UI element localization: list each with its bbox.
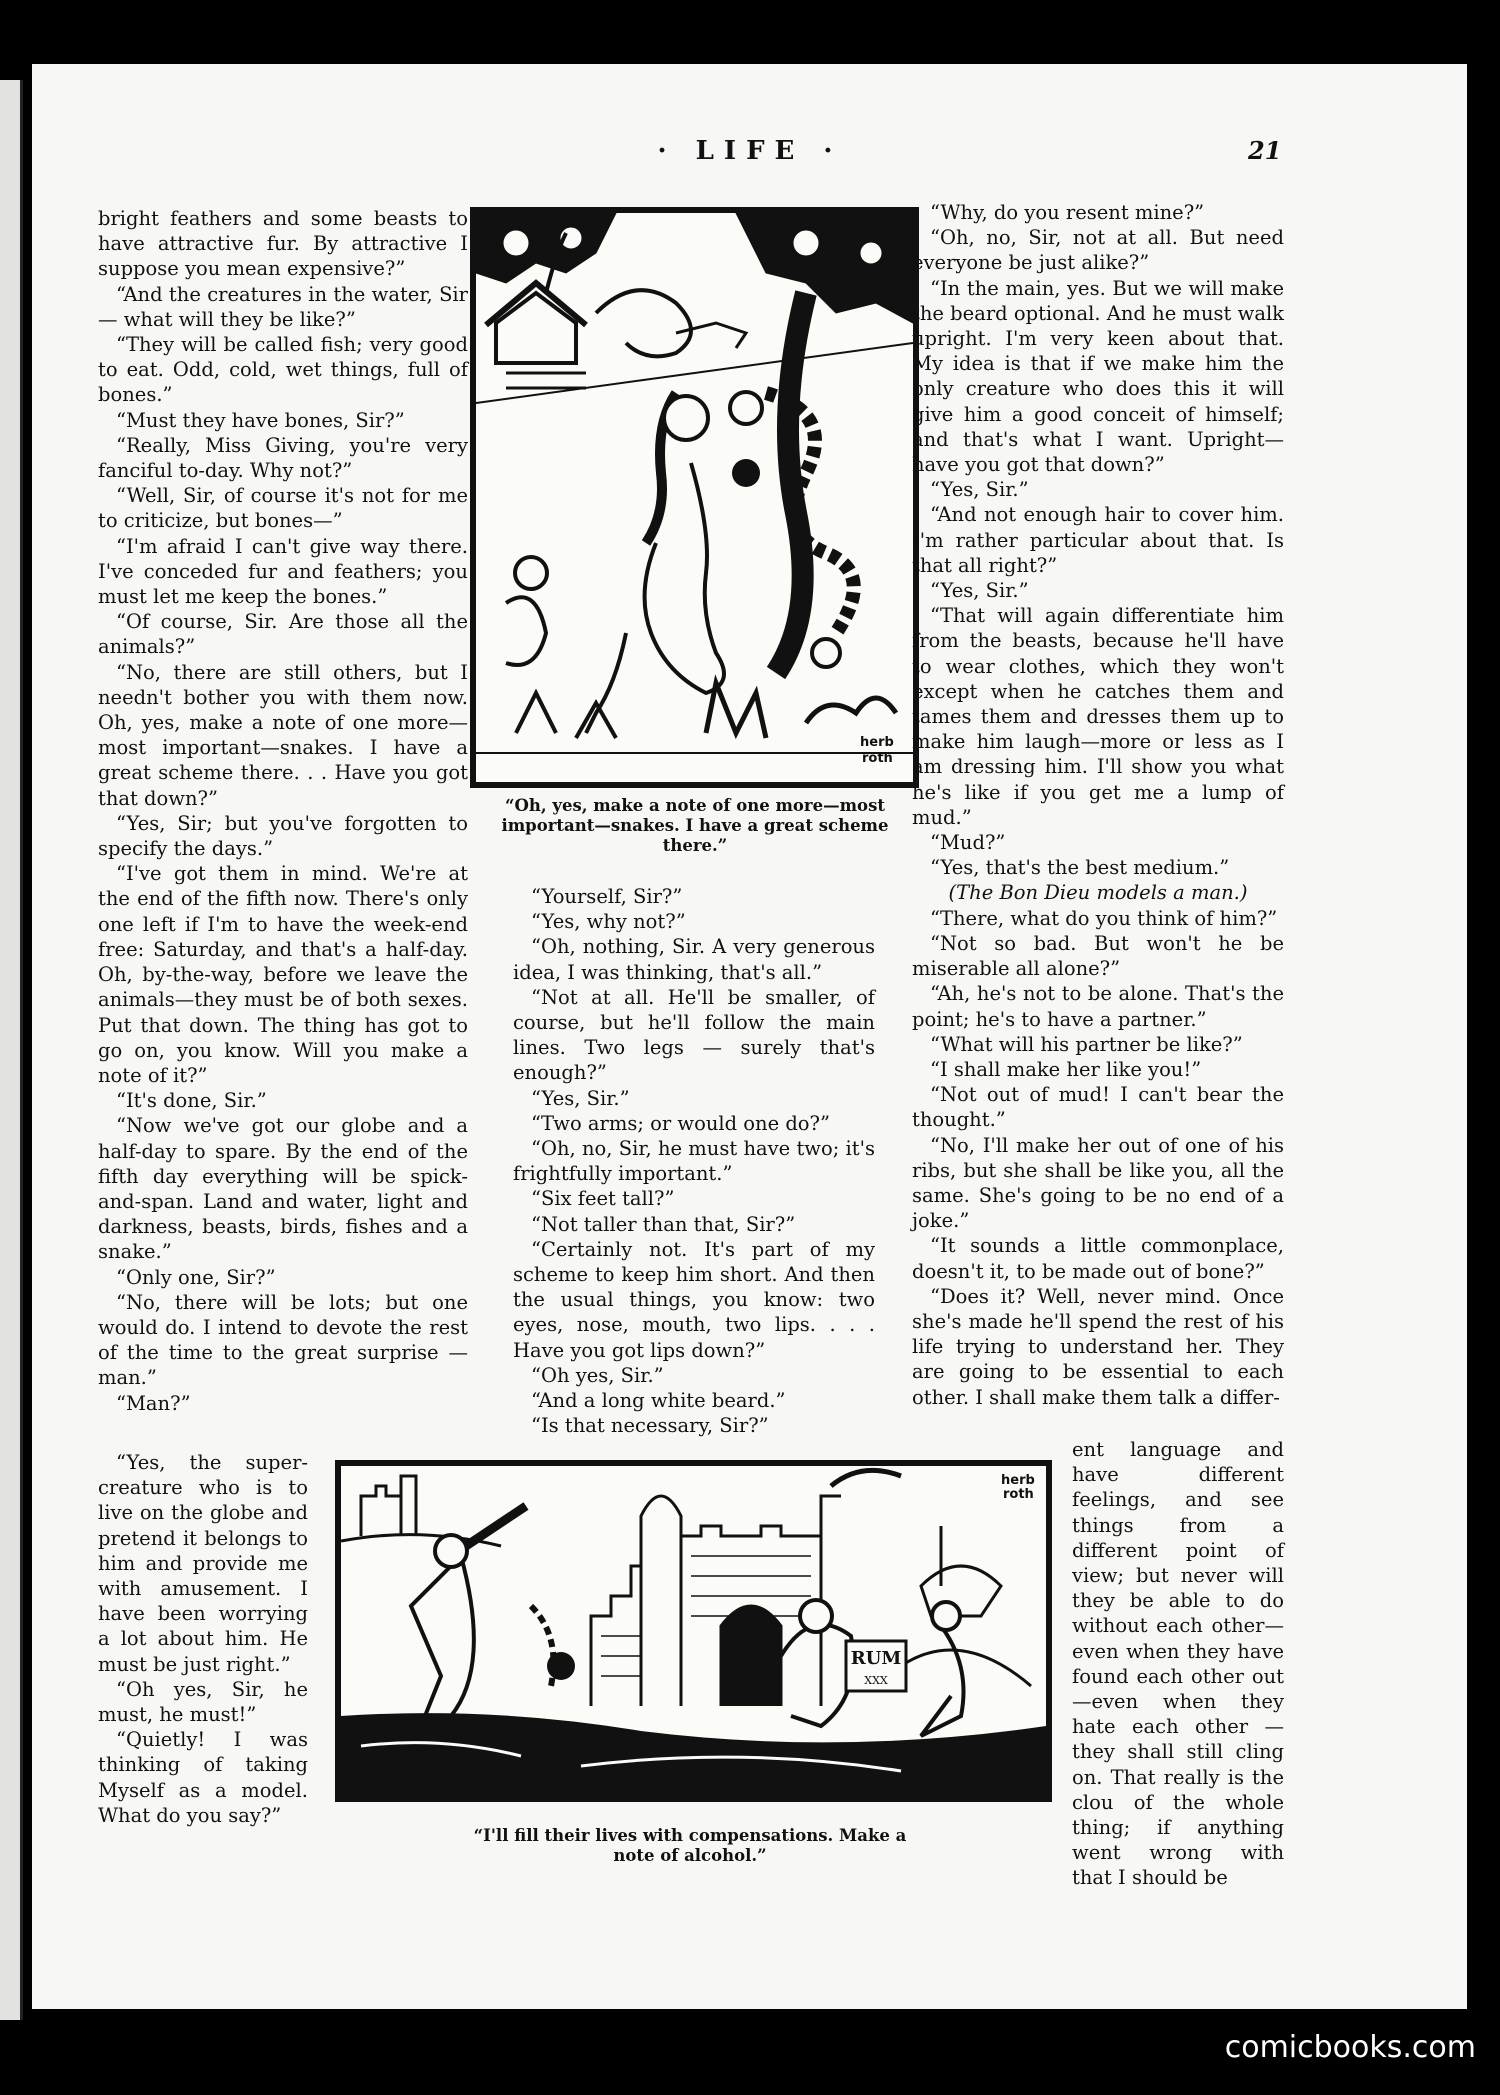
column-1-narrow [98, 1450, 308, 1828]
column-1 [98, 206, 468, 1416]
paragraph: “Is that necessary, Sir?” [531, 1414, 769, 1438]
artist-signature: herb [860, 735, 894, 750]
paragraph: “There, what do you think of him?” [930, 906, 1278, 930]
paragraph: “Really, Miss Giving, you're very fanciful to-day. Why not?” [98, 433, 468, 483]
paragraph: “Quietly! I was thinking of taking Myself as a model. What do you say?” [98, 1728, 308, 1827]
paragraph: “Only one, Sir?” [116, 1265, 276, 1289]
paragraph: bright feathers and some beasts to have attractive fur. By attractive I suppose you mean expensive?” [98, 207, 468, 281]
magazine-title: · LIFE · [657, 136, 843, 166]
paragraph: “Oh, nothing, Sir. A very generous idea, I was thinking, that's all.” [513, 935, 875, 984]
paragraph: “They will be called fish; very good to eat. Odd, cold, wet things, full of bones.” [98, 333, 468, 407]
paragraph: “No, there will be lots; but one would do. I intend to devote the rest of the time to the great surprise —man.” [98, 1290, 468, 1390]
paragraph: “And not enough hair to cover him. I'm rather particular about that. Is that all right?” [912, 503, 1284, 577]
paragraph: “No, I'll make her out of one of his ribs, but she shall be like you, all the same. She's going to be no end of a joke.” [912, 1133, 1284, 1233]
rum-sign-marks: XXX [864, 1674, 888, 1687]
paragraph: “I've got them in mind. We're at the end of the fifth now. There's only one left if I'm to have the week-end free: Saturday, and that's a half-day. Oh, by-the-way, before we leave the animals—they must be of both sexes. Put that down. The thing has got to go on, you know. Will you make a note of it?” [98, 862, 468, 1087]
page-number: 21 [1248, 136, 1282, 165]
artist-signature: roth [1003, 1487, 1034, 1502]
paragraph: “Yourself, Sir?” [531, 885, 683, 908]
paragraph: “Of course, Sir. Are those all the animals?” [98, 610, 468, 659]
paragraph: “Not so bad. But won't he be miserable all alone?” [912, 931, 1284, 981]
artist-signature: herb [1001, 1473, 1035, 1488]
eden-illustration [470, 207, 919, 788]
paragraph: “Certainly not. It's part of my scheme to keep him short. And then the usual things, you know: two eyes, nose, mouth, two lips. . . . Have you got lips down?” [513, 1237, 875, 1362]
paragraph: “Now we've got our globe and a half-day to spare. By the end of the fifth day everything will be spick-and-span. Land and water, light and darkness, beasts, birds, fishes and a snake.” [98, 1114, 468, 1264]
eden-woodcut-art [476, 213, 913, 782]
paragraph: “I'm afraid I can't give way there. I've conceded fur and feathers; you must let me keep the bones.” [98, 534, 468, 609]
paragraph: “Not at all. He'll be smaller, of course, but he'll follow the main lines. Two legs — surely that's enough?” [513, 985, 875, 1085]
paragraph: “Not out of mud! I can't bear the thought.” [912, 1083, 1284, 1132]
paragraph: “Yes, why not?” [531, 910, 686, 934]
page-spine [0, 80, 23, 2020]
paragraph: “Yes, that's the best medium.” [930, 856, 1230, 880]
paragraph: “Does it? Well, never mind. Once she's made he'll spend the rest of his life trying to understand her. They are going to be essential to each other. I shall make them talk a differ- [912, 1284, 1284, 1409]
rum-sign: RUM [850, 1648, 902, 1669]
castle-woodcut-art [341, 1466, 1046, 1796]
paragraph: “It sounds a little commonplace, doesn't it, to be made out of bone?” [912, 1234, 1284, 1283]
paragraph: “Yes, Sir.” [531, 1086, 630, 1110]
paragraph: “Six feet tall?” [531, 1187, 675, 1211]
column-3 [912, 200, 1284, 1410]
illustration-caption: “I'll fill their lives with compensations. Make a note of alcohol.” [473, 1826, 907, 1865]
paragraph: “Mud?” [930, 831, 1006, 855]
watermark: comicbooks.com [1224, 2030, 1476, 2065]
paragraph: “Yes, Sir.” [930, 579, 1029, 603]
illustration-caption: “Oh, yes, make a note of one more—most important—snakes. I have a great scheme there.” [501, 796, 889, 855]
paragraph: “Well, Sir, of course it's not for me to criticize, but bones—” [98, 484, 468, 533]
paragraph: “Not taller than that, Sir?” [531, 1212, 796, 1236]
paragraph: ent language and have different feelings, and see things from a different point of view; but never will they be able to do without each other—even when they have found each other out—even when they hate each other — they shall still cling on. That really is the clou of the whole thing; if anything went wrong with that I should be [1072, 1438, 1284, 1890]
paragraph: “What will his partner be like?” [930, 1032, 1243, 1056]
paragraph: “Oh yes, Sir, he must, he must!” [98, 1677, 308, 1727]
paragraph: “Yes, Sir; but you've forgotten to specify the days.” [98, 811, 468, 861]
paragraph: “It's done, Sir.” [116, 1089, 267, 1113]
paragraph: “Must they have bones, Sir?” [116, 408, 405, 432]
paragraph: “In the main, yes. But we will make the beard optional. And he must walk upright. I'm very keen about that. My idea is that if we make him the only creature who does this it will give him a good conceit of himself; and that's what I want. Upright—have you got that down?” [912, 276, 1284, 477]
paragraph: “No, there are still others, but I needn't bother you with them now. Oh, yes, make a note of one more—most important—snakes. I have a great scheme there. . . Have you got that down?” [98, 660, 468, 810]
paragraph: “Ah, he's not to be alone. That's the point; he's to have a partner.” [912, 982, 1284, 1031]
stage-direction: (The Bon Dieu models a man.) [948, 881, 1248, 905]
column-3-narrow [1072, 1437, 1284, 1891]
column-2 [513, 884, 875, 1438]
paragraph: “I shall make her like you!” [930, 1057, 1202, 1081]
paragraph: “That will again differentiate him from the beasts, because he'll have to wear clothes, which they won't except when he catches them and tames them and dresses them up to make him laugh—more or less as I am dressing him. I'll show you what he's like if you get me a lump of mud.” [912, 604, 1284, 829]
paragraph: “Two arms; or would one do?” [531, 1111, 830, 1135]
paragraph: “Oh yes, Sir.” [531, 1363, 664, 1387]
paragraph: “And the creatures in the water, Sir — what will they be like?” [98, 282, 468, 331]
rum-castle-illustration [335, 1460, 1052, 1802]
paragraph: “Why, do you resent mine?” [930, 201, 1205, 224]
paragraph: “Yes, the super-creature who is to live on the globe and pretend it belongs to him and provide me with amusement. I have been worrying a lot about him. He must be just right.” [98, 1451, 308, 1676]
paragraph: “Man?” [116, 1391, 191, 1415]
paragraph: “Yes, Sir.” [930, 478, 1029, 502]
paragraph: “And a long white beard.” [531, 1389, 786, 1413]
artist-signature: roth [862, 751, 893, 766]
paragraph: “Oh, no, Sir, he must have two; it's frightfully important.” [513, 1137, 875, 1186]
paragraph: “Oh, no, Sir, not at all. But need everyone be just alike?” [912, 226, 1284, 275]
